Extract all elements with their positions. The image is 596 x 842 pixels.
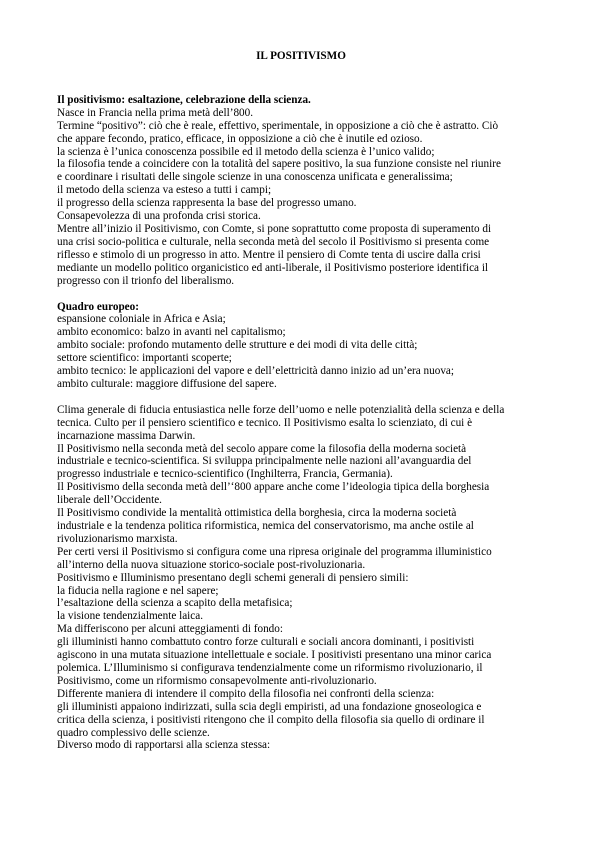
text-line: e coordinare i risultati delle singole scienze in una conoscenza unificata e generalissima; [57, 171, 453, 184]
text-line: gli illuministi hanno combattuto contro forze culturali e sociali ancora dominanti, i positivisti [57, 636, 475, 649]
text-line: industriale e la tendenza politica riformistica, nemica del conservatorismo, ma anche ostile al [57, 520, 474, 532]
section-positivismo-intro [57, 94, 545, 288]
text-line: ambito culturale: maggiore diffusione del sapere. [57, 377, 277, 390]
text-line: l’esaltazione della scienza a scapito della metafisica; [57, 597, 293, 610]
section-heading: Quadro europeo: [57, 300, 139, 313]
text-line: Positivismo e Illuminismo presentano degli schemi generali di pensiero simili: [57, 571, 409, 584]
text-line: Il Positivismo nella seconda metà del secolo appare come la filosofia della moderna società [57, 442, 467, 455]
text-line: il progresso della scienza rappresenta la base del progresso umano. [57, 197, 357, 210]
text-line: Consapevolezza di una profonda crisi storica. [57, 210, 261, 223]
text-line: Mentre all’inizio il Positivismo, con Comte, si pone soprattutto come proposta di superamento di [57, 222, 492, 235]
text-line: Positivismo, come un riformismo consapevolmente anti-rivoluzionario. [57, 674, 377, 687]
text-line: Il Positivismo della seconda metà dell’‘800 appare anche come l’ideologia tipica della borghesia [57, 481, 490, 494]
text-line: gli illuministi appaiono indirizzati, sulla scia degli empiristi, ad una fondazione gnoseologica e [57, 700, 482, 713]
text-line: il metodo della scienza va esteso a tutti i campi; [57, 184, 272, 197]
text-line: Ma differiscono per alcuni atteggiamenti di fondo: [57, 623, 283, 636]
text-line: all’interno della nuova situazione storico-sociale post-rivoluzionaria. [57, 558, 366, 571]
document-page [57, 50, 545, 752]
text-line: Diverso modo di rapportarsi alla scienza stessa: [57, 739, 271, 752]
text-line: mediante un modello politico organicistico ed anti-liberale, il Positivismo posteriore identifica il [57, 261, 489, 274]
text-line: ambito tecnico: le applicazioni del vapore e dell’elettricità danno inizio ad un’era nuova; [57, 365, 454, 378]
text-line: incarnazione massima Darwin. [57, 429, 196, 442]
text-line: progresso industriale e tecnico-scientifico (Inghilterra, Francia, Germania). [57, 468, 393, 481]
text-line: Nasce in Francia nella prima metà dell’800. [57, 106, 254, 119]
section-body [57, 404, 545, 752]
text-line: settore scientifico: importanti scoperte; [57, 352, 232, 365]
text-line: la scienza è l’unica conoscenza possibile ed il metodo della scienza è l’unico valido; [57, 145, 435, 158]
text-line: la filosofia tende a coincidere con la totalità del sapere positivo, la sua funzione consiste nel riunire [57, 158, 501, 171]
section-body [57, 107, 545, 288]
text-line: ambito sociale: profondo mutamento delle strutture e dei modi di vita delle città; [57, 339, 418, 352]
section-clima-generale [57, 404, 545, 752]
text-line: critica della scienza, i positivisti ritengono che il compito della filosofia sia quello di ordinare il [57, 713, 485, 726]
section-heading: Il positivismo: esaltazione, celebrazione della scienza. [57, 93, 311, 106]
text-line: che appare fecondo, pratico, efficace, in opposizione a ciò che è inutile ed ozioso. [57, 132, 423, 145]
text-line: liberale dell’Occidente. [57, 494, 162, 507]
text-line: agiscono in una mutata situazione intellettuale e sociale. I positivisti presentano una minor carica [57, 649, 492, 662]
text-line: Il Positivismo condivide la mentalità ottimistica della borghesia, circa la moderna società [57, 507, 457, 520]
section-body [57, 313, 545, 390]
text-line: una crisi socio-politica e culturale, nella seconda metà del secolo il Positivismo si presenta come [57, 235, 490, 248]
text-line: quadro complessivo delle scienze. [57, 726, 210, 739]
paragraph-gap [57, 288, 545, 301]
text-line: la fiducia nella ragione e nel sapere; [57, 584, 219, 597]
text-line: Per certi versi il Positivismo si configura come una ripresa originale del programma illuministico [57, 545, 492, 558]
text-line: Differente maniera di intendere il compito della filosofia nei confronti della scienza: [57, 687, 435, 700]
text-line: la visione tendenzialmente laica. [57, 610, 203, 623]
text-line: riflesso e stimolo di un progresso in atto. Mentre il pensiero di Comte tenta di uscire dalla crisi [57, 248, 481, 261]
text-line: Termine “positivo”: ciò che è reale, effettivo, sperimentale, in opposizione a ciò che è astratto. Ciò [57, 119, 499, 132]
document-title: IL POSITIVISMO [256, 50, 346, 62]
text-line: Clima generale di fiducia entusiastica nelle forze dell’uomo e nelle potenzialità della scienza e della [57, 403, 505, 416]
text-line: progresso con il trionfo del liberalismo. [57, 274, 235, 287]
text-line: tecnica. Culto per il pensiero scientifico e tecnico. Il Positivismo esalta lo scienziato, di cui è [57, 416, 473, 429]
section-quadro-europeo [57, 301, 545, 391]
text-line: rivoluzionarismo marxista. [57, 532, 178, 545]
text-line: polemica. L’Illuminismo si configurava tendenzialmente come un riformismo rivoluzionario, il [57, 661, 483, 674]
text-line: industriale e tecnico-scientifica. Si sviluppa principalmente nelle nazioni all’avanguardia del [57, 455, 472, 468]
text-line: ambito economico: balzo in avanti nel capitalismo; [57, 326, 286, 339]
text-line: espansione coloniale in Africa e Asia; [57, 313, 226, 326]
paragraph-gap [57, 391, 545, 404]
